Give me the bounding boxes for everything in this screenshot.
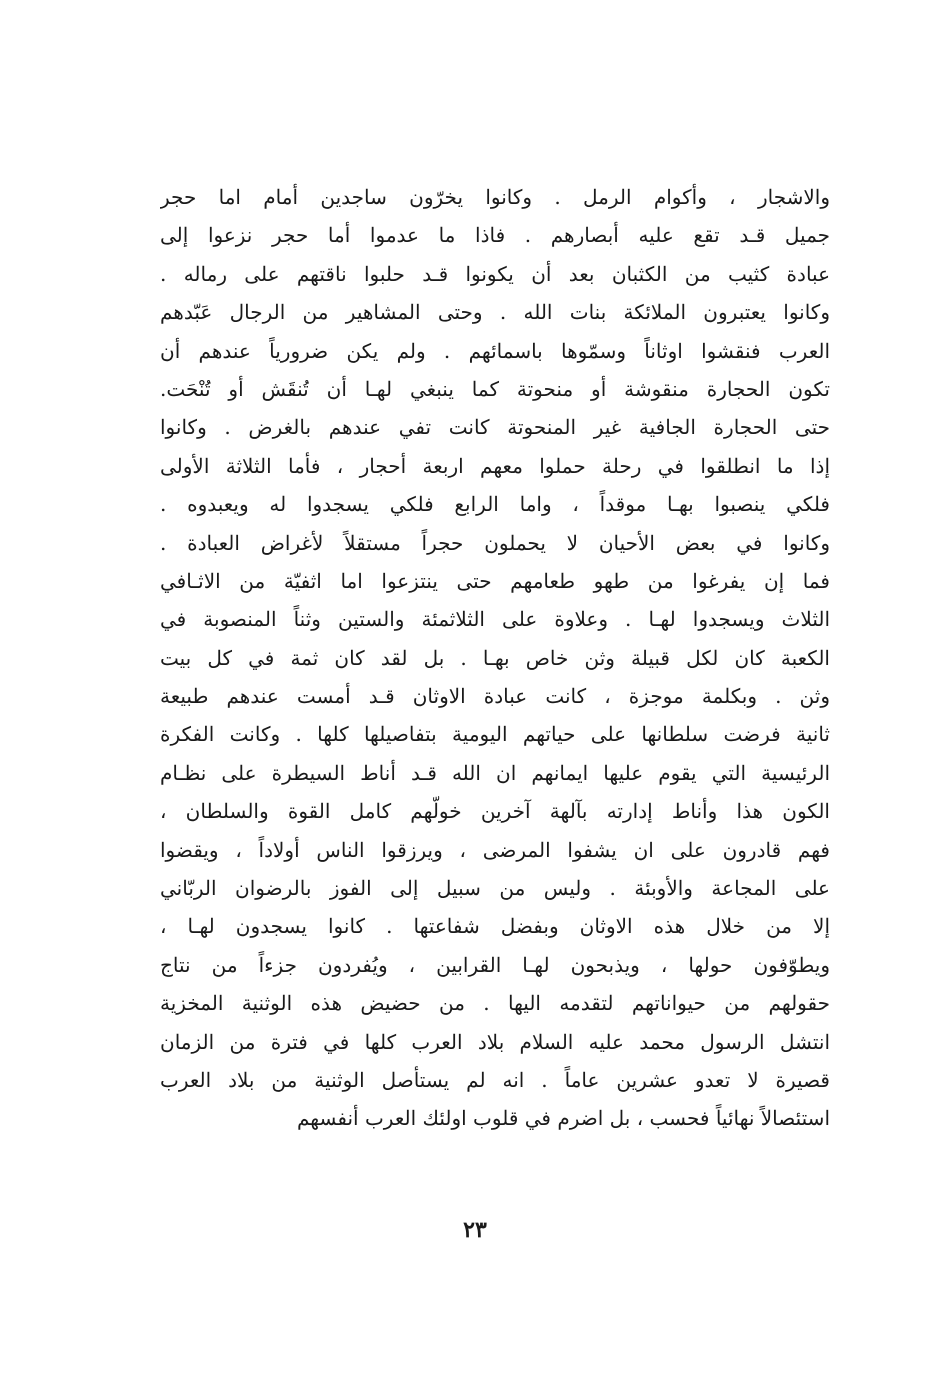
text-line: إلا من خلال هذه الاوثان وبفضل شفاعتها . كانوا يسجدون لهـا ،: [160, 914, 830, 939]
page-number: ٢٣: [463, 1217, 487, 1243]
text-line: وكانوا في بعض الأحيان لا يحملون حجراً مستقلاً لأغراض العبادة .: [160, 530, 830, 555]
text-line: الثلاث ويسجدوا لهـا . وعلاوة على الثلاثمئة والستين وثناً المنصوبة في: [160, 607, 830, 632]
text-line: انتشل الرسول محمد عليه السلام بلاد العرب كلها في فترة من الزمان: [160, 1029, 830, 1054]
text-line: فما إن يفرغوا من طهو طعامهم حتى ينتزعوا اما اثفيّة من الاثـافي: [160, 568, 830, 593]
text-line: قصيرة لا تعدو عشرين عاماً . انه لم يستأصل الوثنية من بلاد العرب: [160, 1067, 830, 1092]
text-line: إذا ما انطلقوا في رحلة حملوا معهم اربعة أحجار ، فأما الثلاثة الأولى: [160, 453, 830, 478]
text-line: ثانية فرضت سلطانها على حياتهم اليومية بتفاصيلها كلها . وكانت الفكرة: [160, 722, 830, 747]
text-line: فلكي ينصبوا بهـا موقداً ، واما الرابع فلكي يسجدوا له ويعبدوه .: [160, 492, 830, 517]
text-line: الكعبة كان لكل قبيلة وثن خاص بهـا . بل لقد كان ثمة في كل بيت: [160, 645, 830, 670]
text-line: حتى الحجارة الجافية غير المنحوتة كانت تفي عندهم بالغرض . وكانوا: [160, 415, 830, 440]
text-line: والاشجار ، وأكوام الرمل . وكانوا يخرّون ساجدين أمام اما حجر: [160, 185, 830, 209]
text-line: وثن . وبكلمة موجزة ، كانت عبادة الاوثان قـد أمست عندهم طبيعة: [160, 684, 830, 709]
text-line: على المجاعة والأوبئة . وليس من سبيل إلى الفوز بالرضوان الربّاني: [160, 876, 830, 901]
text-line: فهم قادرون على ان يشفوا المرضى ، ويرزقوا الناس أولاداً ، ويقضوا: [160, 837, 830, 862]
text-line: تكون الحجارة منقوشة أو منحوتة كما ينبغي لهـا أن تُنقَش أو تُنْحَت.: [160, 376, 830, 401]
text-line: ويطوّفون حولها ، ويذبحون لهـا القرابين ، ويُفردون جزءاً من نتاج: [160, 952, 830, 977]
text-line: الكون هذا وأناط إدارته بآلهة آخرين خولّهم كامل القوة والسلطان ،: [160, 799, 830, 824]
text-line: وكانوا يعتبرون الملائكة بنات الله . وحتى المشاهير من الرجال عَبّدهم: [160, 300, 830, 325]
text-line: حقولهم من حيواناتهم لتقدمه اليها . من حضيض هذه الوثنية المخزية: [160, 991, 830, 1016]
text-line: استئصالاً نهائياً فحسب ، بل اضرم في قلوب اولئك العرب أنفسهم: [297, 1106, 830, 1131]
text-line: الرئيسية التي يقوم عليها ايمانهم ان الله قـد أناط السيطرة على نظـام: [160, 760, 830, 785]
body-text: [160, 178, 830, 1138]
text-line: عبادة كثيب من الكثبان بعد أن يكونوا قـد حلبوا ناقتهم على رماله .: [160, 261, 830, 286]
text-line: جميل قـد تقع عليه أبصارهم . فاذا ما عدموا أما حجر نزعوا إلى: [160, 223, 830, 248]
text-line: العرب فنقشوا اوثاناً وسمّوها باسمائهم . ولم يكن ضرورياً عندهم أن: [160, 338, 830, 363]
